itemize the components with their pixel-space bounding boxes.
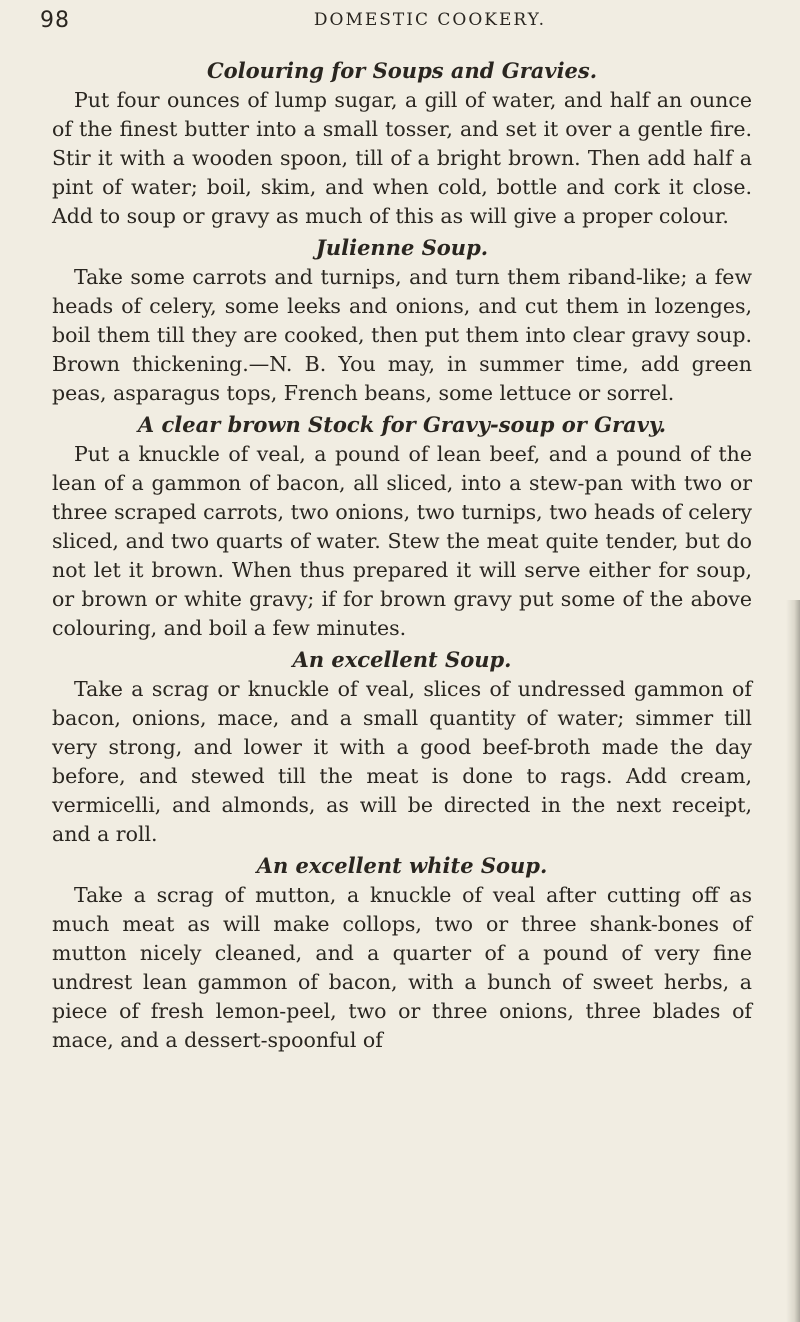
- recipe-title: A clear brown Stock for Gravy-soup or Gravy.: [137, 412, 667, 437]
- page-header: [40, 8, 760, 38]
- recipe-julienne-soup: [52, 233, 752, 408]
- recipe-brown-stock: [52, 410, 752, 643]
- recipe-title: Julienne Soup.: [315, 235, 489, 260]
- recipe-title: Colouring for Soups and Gravies.: [206, 58, 598, 83]
- recipe-title: An excellent white Soup.: [256, 853, 548, 878]
- recipe-white-soup: [52, 851, 752, 1055]
- recipe-text: Take some carrots and turnips, and turn them riband-like; a few heads of celery, some leeks and onions, and cut them in lozenges, boil them till they are cooked, then put them into clear gravy soup. Brown thickening.—N. B. You may, in summer time, add green peas, asparagus tops, French beans, some lettuce or sorrel.: [52, 265, 752, 405]
- recipe-colouring: [52, 56, 752, 231]
- recipe-excellent-soup: [52, 645, 752, 849]
- recipe-text: Take a scrag or knuckle of veal, slices of undressed gammon of bacon, onions, mace, and a small quantity of water; simmer till very strong, and lower it with a good beef-broth made the day before, and stewed till the meat is done to rags. Add cream, vermicelli, and almonds, as will be directed in the next receipt, and a roll.: [52, 677, 752, 846]
- recipe-text: Put four ounces of lump sugar, a gill of water, and half an ounce of the finest butter into a small tosser, and set it over a gentle fire. Stir it with a wooden spoon, till of a bright brown. Then add half a pint of water; boil, skim, and when cold, bottle and cork it close. Add to soup or gravy as much of this as will give a proper colour.: [52, 88, 752, 228]
- recipe-text: Take a scrag of mutton, a knuckle of veal after cutting off as much meat as will make collops, two or three shank-bones of mutton nicely cleaned, and a quarter of a pound of very fine undrest lean gammon of bacon, with a bunch of sweet herbs, a piece of fresh lemon-peel, two or three onions, three blades of mace, and a dessert-spoonful of: [52, 883, 752, 1052]
- recipe-text: Put a knuckle of veal, a pound of lean beef, and a pound of the lean of a gammon of bacon, all sliced, into a stew-pan with two or three scraped carrots, two onions, two turnips, two heads of celery sliced, and two quarts of water. Stew the meat quite tender, but do not let it brown. When thus prepared it will serve either for soup, or brown or white gravy; if for brown gravy put some of the above colouring, and boil a few minutes.: [52, 442, 752, 640]
- recipe-title: An excellent Soup.: [292, 647, 512, 672]
- page-number: 98: [40, 8, 70, 33]
- page-content: [52, 56, 752, 1057]
- running-head: DOMESTIC COOKERY.: [313, 10, 547, 30]
- page-edge-shadow: [786, 600, 800, 1322]
